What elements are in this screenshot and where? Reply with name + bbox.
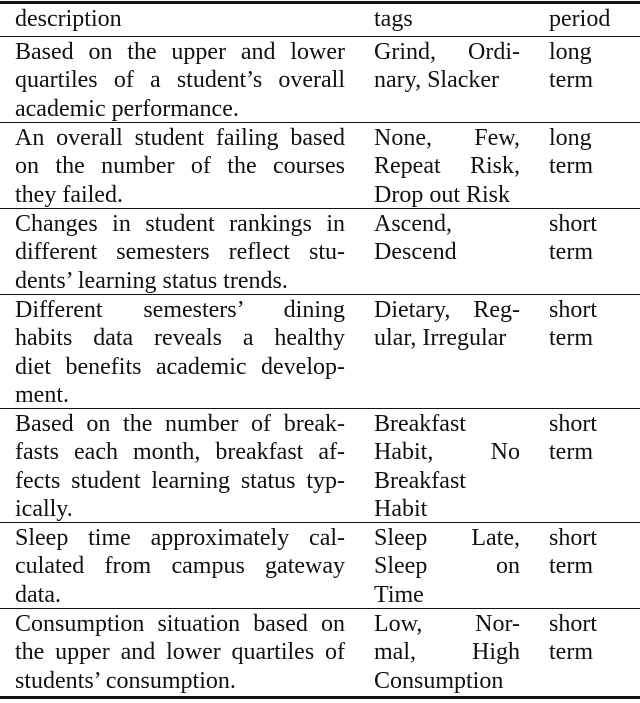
column-header-period: period bbox=[549, 6, 611, 32]
tags-line: Consumption bbox=[374, 667, 504, 694]
description-line: data. bbox=[15, 581, 61, 608]
table-row bbox=[0, 295, 640, 409]
period-line: term bbox=[549, 67, 593, 94]
table-row bbox=[0, 37, 640, 123]
period-cell bbox=[549, 296, 629, 353]
description-cell bbox=[15, 210, 345, 295]
column-header-description: description bbox=[15, 6, 122, 32]
tags-line: Dietary, Reg- bbox=[374, 297, 520, 323]
description-line: habits data reveals a healthy bbox=[15, 325, 345, 352]
period-line: long bbox=[549, 39, 592, 65]
description-line: on the number of the courses bbox=[15, 153, 345, 180]
tags-cell bbox=[374, 210, 520, 267]
tags-line: Habit bbox=[374, 496, 428, 523]
description-line: Sleep time approximately cal- bbox=[15, 525, 345, 551]
period-line: short bbox=[549, 525, 597, 551]
description-line: ically. bbox=[15, 496, 73, 523]
tags-cell bbox=[374, 38, 520, 95]
tags-cell bbox=[374, 610, 520, 695]
period-line: term bbox=[549, 153, 593, 180]
period-line: term bbox=[549, 325, 593, 352]
description-line: diet benefits academic develop- bbox=[15, 353, 345, 380]
description-line: academic performance. bbox=[15, 95, 239, 122]
period-cell bbox=[549, 610, 629, 667]
table-row bbox=[0, 523, 640, 609]
period-line: short bbox=[549, 297, 597, 323]
tags-line: Drop out Risk bbox=[374, 181, 511, 208]
tags-cell bbox=[374, 524, 520, 609]
tags-line: Descend bbox=[374, 239, 457, 266]
table-row bbox=[0, 609, 640, 697]
description-cell bbox=[15, 296, 345, 410]
tags-line: Ascend, bbox=[374, 211, 452, 237]
description-line: culated from campus gateway bbox=[15, 553, 345, 580]
description-line: different semesters reflect stu- bbox=[15, 239, 345, 266]
column-header-tags: tags bbox=[374, 6, 413, 32]
tags-line: Low, Nor- bbox=[374, 611, 520, 637]
description-line: they failed. bbox=[15, 181, 123, 208]
tags-line: Repeat Risk, bbox=[374, 153, 520, 180]
period-line: long bbox=[549, 125, 592, 151]
period-cell bbox=[549, 210, 629, 267]
bottom-rule bbox=[0, 696, 640, 699]
tags-line: Time bbox=[374, 581, 424, 608]
description-line: fects student learning status typ- bbox=[15, 467, 345, 494]
period-cell bbox=[549, 410, 629, 467]
description-line: Changes in student rankings in bbox=[15, 211, 345, 237]
tags-line: None, Few, bbox=[374, 125, 520, 151]
period-line: term bbox=[549, 553, 593, 580]
description-cell bbox=[15, 410, 345, 524]
tags-line: mal, High bbox=[374, 639, 520, 666]
description-line: quartiles of a student’s overall bbox=[15, 67, 345, 94]
period-line: short bbox=[549, 611, 597, 637]
description-line: fasts each month, breakfast af- bbox=[15, 439, 345, 466]
description-line: Based on the number of break- bbox=[15, 411, 345, 437]
period-line: term bbox=[549, 439, 593, 466]
table-row bbox=[0, 209, 640, 295]
tags-line: Breakfast bbox=[374, 467, 466, 494]
header-row bbox=[0, 4, 640, 37]
period-cell bbox=[549, 38, 629, 95]
tags-line: Sleep on bbox=[374, 553, 520, 580]
period-cell bbox=[549, 124, 629, 181]
tags-line: Sleep Late, bbox=[374, 525, 520, 551]
table-row bbox=[0, 123, 640, 209]
tags-line: ular, Irregular bbox=[374, 325, 507, 352]
description-line: the upper and lower quartiles of bbox=[15, 639, 345, 666]
tags-line: Grind, Ordi- bbox=[374, 39, 520, 65]
data-table bbox=[0, 4, 640, 697]
tags-line: Breakfast bbox=[374, 411, 466, 437]
table-row bbox=[0, 409, 640, 523]
period-line: short bbox=[549, 211, 597, 237]
description-line: An overall student failing based bbox=[15, 125, 345, 151]
description-cell bbox=[15, 124, 345, 209]
description-cell bbox=[15, 38, 345, 123]
tags-cell bbox=[374, 410, 520, 524]
description-cell bbox=[15, 524, 345, 609]
description-line: dents’ learning status trends. bbox=[15, 267, 288, 294]
period-line: short bbox=[549, 411, 597, 437]
tags-line: nary, Slacker bbox=[374, 67, 500, 94]
description-line: Consumption situation based on bbox=[15, 611, 345, 637]
description-line: Different semesters’ dining bbox=[15, 297, 345, 323]
description-line: students’ consumption. bbox=[15, 667, 236, 694]
period-cell bbox=[549, 524, 629, 581]
tags-cell bbox=[374, 296, 520, 353]
tags-line: Habit, No bbox=[374, 439, 520, 466]
description-line: Based on the upper and lower bbox=[15, 39, 345, 65]
period-line: term bbox=[549, 639, 593, 666]
period-line: term bbox=[549, 239, 593, 266]
tags-cell bbox=[374, 124, 520, 209]
description-cell bbox=[15, 610, 345, 695]
description-line: ment. bbox=[15, 382, 69, 409]
